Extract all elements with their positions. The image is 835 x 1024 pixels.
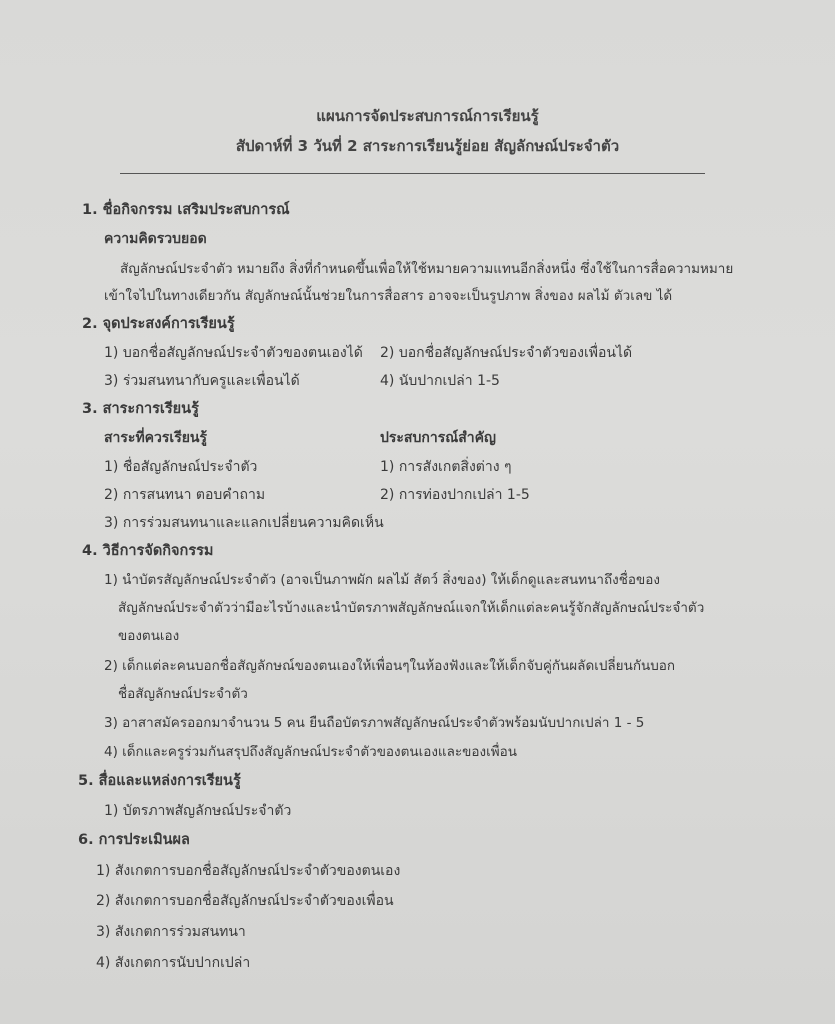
section-5-heading: 5. สื่อและแหล่งการเรียนรู้ xyxy=(78,773,241,789)
objective-item: 4) นับปากเปล่า 1-5 xyxy=(380,373,500,389)
header-divider xyxy=(120,173,705,174)
content-item: 3) การร่วมสนทนาและแลกเปลี่ยนความคิดเห็น xyxy=(104,515,384,531)
evaluation-item: 1) สังเกตการบอกชื่อสัญลักษณ์ประจำตัวของตนเอง xyxy=(96,863,401,879)
document-subtitle: สัปดาห์ที่ 3 วันที่ 2 สาระการเรียนรู้ย่อย สัญลักษณ์ประจำตัว xyxy=(235,137,620,155)
section-3-heading: 3. สาระการเรียนรู้ xyxy=(82,401,199,417)
evaluation-item: 4) สังเกตการนับปากเปล่า xyxy=(96,955,251,971)
section-4-heading: 4. วิธีการจัดกิจกรรม xyxy=(82,543,214,559)
evaluation-item: 3) สังเกตการร่วมสนทนา xyxy=(96,924,246,940)
experience-column-label: ประสบการณ์สำคัญ xyxy=(380,430,496,446)
concept-label: ความคิดรวบยอด xyxy=(104,231,207,247)
activity-line: ของตนเอง xyxy=(118,628,180,644)
section-2-heading: 2. จุดประสงค์การเรียนรู้ xyxy=(82,316,235,332)
concept-text-line-1: สัญลักษณ์ประจำตัว หมายถึง สิ่งที่กำหนดขึ้นเพื่อให้ใช้หมายความแทนอีกสิ่งหนึ่ง ซึ่งใช้ในการสื่อความหมาย xyxy=(120,261,734,277)
objective-item: 3) ร่วมสนทนากับครูและเพื่อนได้ xyxy=(104,373,300,389)
objective-item: 2) บอกชื่อสัญลักษณ์ประจำตัวของเพื่อนได้ xyxy=(380,345,633,361)
objective-item: 1) บอกชื่อสัญลักษณ์ประจำตัวของตนเองได้ xyxy=(104,345,363,361)
document-title: แผนการจัดประสบการณ์การเรียนรู้ xyxy=(316,107,539,125)
activity-line: สัญลักษณ์ประจำตัวว่ามีอะไรบ้างและนำบัตรภาพสัญลักษณ์แจกให้เด็กแต่ละคนรู้จักสัญลักษณ์ประจำตัว xyxy=(118,600,705,616)
concept-text-line-2: เข้าใจไปในทางเดียวกัน สัญลักษณ์นั้นช่วยในการสื่อสาร อาจจะเป็นรูปภาพ สิ่งของ ผลไม้ ตัวเลข ได้ xyxy=(104,288,673,304)
activity-line: 4) เด็กและครูร่วมกันสรุปถึงสัญลักษณ์ประจำตัวของตนเองและของเพื่อน xyxy=(104,744,517,760)
content-item: 2) การสนทนา ตอบคำถาม xyxy=(104,487,266,503)
media-item: 1) บัตรภาพสัญลักษณ์ประจำตัว xyxy=(104,803,292,819)
experience-item: 2) การท่องปากเปล่า 1-5 xyxy=(380,487,530,503)
evaluation-item: 2) สังเกตการบอกชื่อสัญลักษณ์ประจำตัวของเพื่อน xyxy=(96,893,394,909)
activity-line: 3) อาสาสมัครออกมาจำนวน 5 คน ยืนถือบัตรภาพสัญลักษณ์ประจำตัวพร้อมนับปากเปล่า 1 - 5 xyxy=(104,715,645,731)
activity-line: ชื่อสัญลักษณ์ประจำตัว xyxy=(118,686,248,702)
section-1-heading: 1. ชื่อกิจกรรม เสริมประสบการณ์ xyxy=(82,202,290,218)
activity-line: 1) นำบัตรสัญลักษณ์ประจำตัว (อาจเป็นภาพผัก ผลไม้ สัตว์ สิ่งของ) ให้เด็กดูและสนทนาถึงชื่อของ xyxy=(104,572,660,588)
activity-line: 2) เด็กแต่ละคนบอกชื่อสัญลักษณ์ของตนเองให้เพื่อนๆในห้องฟังและให้เด็กจับคู่กันผลัดเปลี่ยนกันบอก xyxy=(104,658,676,674)
section-6-heading: 6. การประเมินผล xyxy=(78,832,190,848)
content-item: 1) ชื่อสัญลักษณ์ประจำตัว xyxy=(104,459,258,475)
content-column-label: สาระที่ควรเรียนรู้ xyxy=(104,430,208,446)
experience-item: 1) การสังเกตสิ่งต่าง ๆ xyxy=(380,459,512,475)
